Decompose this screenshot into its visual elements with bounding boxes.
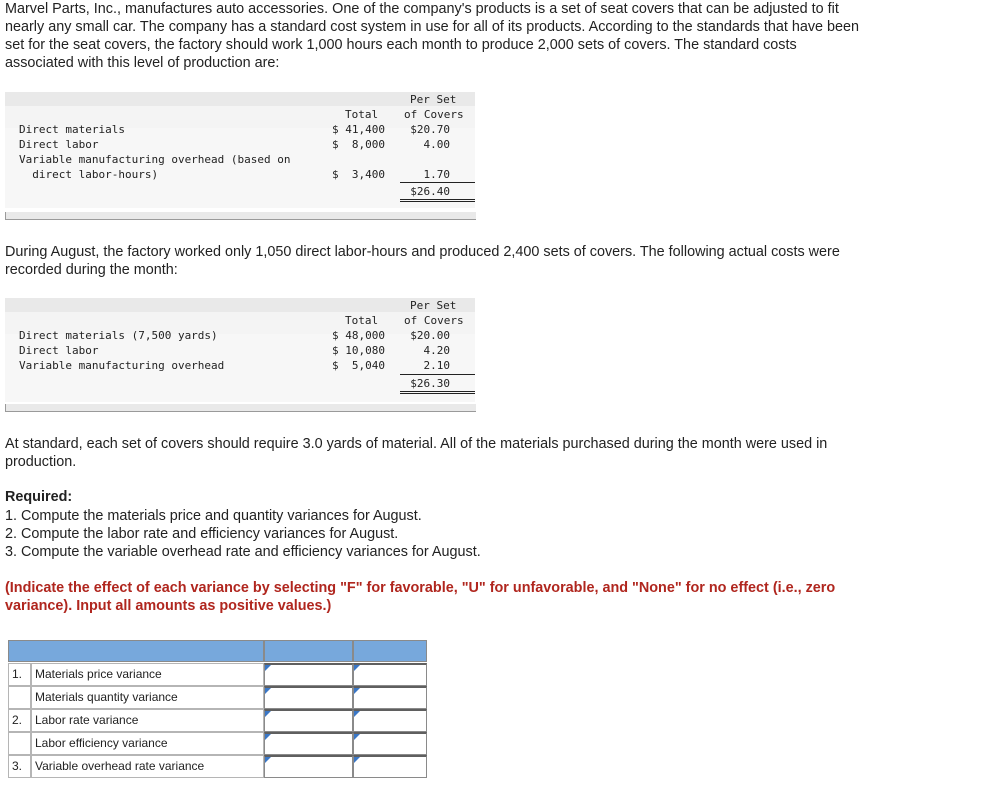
table-header-band	[5, 298, 475, 312]
grid-header-amount-col	[264, 640, 353, 662]
dropdown-marker-icon	[354, 665, 360, 671]
standard-note-line-2: production.	[5, 454, 77, 470]
col-header-perset: Per Set	[410, 299, 457, 312]
effect-select[interactable]	[353, 709, 427, 732]
col-header-perset-2: of Covers	[404, 108, 464, 121]
intro-line-3: set for the seat covers, the factory should work 1,000 hours each month to produce 2,000 sets of covers. The standard costs	[5, 37, 797, 53]
row-total: $ 10,080	[332, 344, 385, 357]
total-double-underline	[400, 393, 475, 394]
row-label: Materials quantity variance	[31, 686, 264, 709]
intro-line-4: associated with this level of production are:	[5, 55, 280, 71]
dropdown-marker-icon	[265, 688, 271, 694]
row-label: Labor efficiency variance	[31, 732, 264, 755]
required-item-3: 3. Compute the variable overhead rate and efficiency variances for August.	[5, 544, 481, 560]
august-line-2: recorded during the month:	[5, 262, 178, 278]
dropdown-marker-icon	[265, 665, 271, 671]
grand-total: $26.30	[410, 377, 450, 390]
row-label: Labor rate variance	[31, 709, 264, 732]
row-label: Variable manufacturing overhead (based on	[19, 153, 291, 166]
col-header-total: Total	[345, 108, 379, 121]
effect-select[interactable]	[353, 732, 427, 755]
standard-cost-table	[5, 92, 475, 220]
row-number: 1.	[8, 663, 31, 686]
dropdown-marker-icon	[265, 734, 271, 740]
dropdown-marker-icon	[265, 757, 271, 763]
row-total: $ 41,400	[332, 123, 385, 136]
effect-select[interactable]	[353, 663, 427, 686]
amount-input[interactable]	[264, 755, 353, 778]
intro-line-1: Marvel Parts, Inc., manufactures auto accessories. One of the company's products is a set of seat covers that can be adjusted to fit	[5, 1, 839, 17]
amount-input[interactable]	[264, 709, 353, 732]
row-label: Variable overhead rate variance	[31, 755, 264, 778]
august-line-1: During August, the factory worked only 1,050 direct labor-hours and produced 2,400 sets of covers. The following actual costs were	[5, 244, 840, 260]
row-label: Materials price variance	[31, 663, 264, 686]
table-footer-band	[5, 404, 476, 412]
grid-header-effect-col	[353, 640, 427, 662]
row-total: $ 5,040	[332, 359, 385, 372]
row-total: $ 8,000	[332, 138, 385, 151]
col-header-total: Total	[345, 314, 379, 327]
row-label: Direct labor	[19, 344, 99, 357]
actual-cost-table	[5, 298, 475, 414]
total-underline	[400, 391, 475, 392]
dropdown-marker-icon	[265, 711, 271, 717]
effect-select[interactable]	[353, 755, 427, 778]
total-underline	[400, 199, 475, 200]
row-per-set: 2.10	[423, 359, 450, 372]
row-total: $ 3,400	[332, 168, 385, 181]
grid-header-label-col	[8, 640, 264, 662]
dropdown-marker-icon	[354, 757, 360, 763]
required-item-2: 2. Compute the labor rate and efficiency variances for August.	[5, 526, 399, 542]
col-header-perset-2: of Covers	[404, 314, 464, 327]
row-number	[8, 732, 31, 755]
row-number: 3.	[8, 755, 31, 778]
required-title: Required:	[5, 489, 73, 505]
instruction-line-1: (Indicate the effect of each variance by selecting "F" for favorable, "U" for unfavorable, and "None" for no effect (i.e., zero	[5, 580, 836, 596]
row-per-set: 4.00	[423, 138, 450, 151]
dropdown-marker-icon	[354, 688, 360, 694]
amount-input[interactable]	[264, 686, 353, 709]
dropdown-marker-icon	[354, 734, 360, 740]
amount-input[interactable]	[264, 663, 353, 686]
row-label: Direct materials	[19, 123, 125, 136]
table-header-band	[5, 92, 475, 106]
row-label: Variable manufacturing overhead	[19, 359, 225, 372]
row-per-set: 4.20	[423, 344, 450, 357]
amount-input[interactable]	[264, 732, 353, 755]
standard-note-line-1: At standard, each set of covers should require 3.0 yards of material. All of the materials purchased during the month were used in	[5, 436, 828, 452]
row-per-set: $20.00	[410, 329, 450, 342]
row-label: direct labor-hours)	[19, 168, 159, 181]
table-footer-band	[5, 212, 476, 220]
row-per-set: 1.70	[423, 168, 450, 181]
instruction-line-2: variance). Input all amounts as positive values.)	[5, 598, 332, 614]
row-label: Direct labor	[19, 138, 99, 151]
col-header-perset: Per Set	[410, 93, 457, 106]
grand-total: $26.40	[410, 185, 450, 198]
row-label: Direct materials (7,500 yards)	[19, 329, 218, 342]
required-item-1: 1. Compute the materials price and quantity variances for August.	[5, 508, 422, 524]
total-double-underline	[400, 201, 475, 202]
instruction-text	[5, 579, 925, 615]
row-per-set: $20.70	[410, 123, 450, 136]
row-number: 2.	[8, 709, 31, 732]
subtotal-underline	[400, 182, 475, 183]
row-number	[8, 686, 31, 709]
intro-line-2: nearly any small car. The company has a standard cost system in use for all of its products. According to the standards that have been	[5, 19, 860, 35]
row-total: $ 48,000	[332, 329, 385, 342]
subtotal-underline	[400, 374, 475, 375]
effect-select[interactable]	[353, 686, 427, 709]
dropdown-marker-icon	[354, 711, 360, 717]
